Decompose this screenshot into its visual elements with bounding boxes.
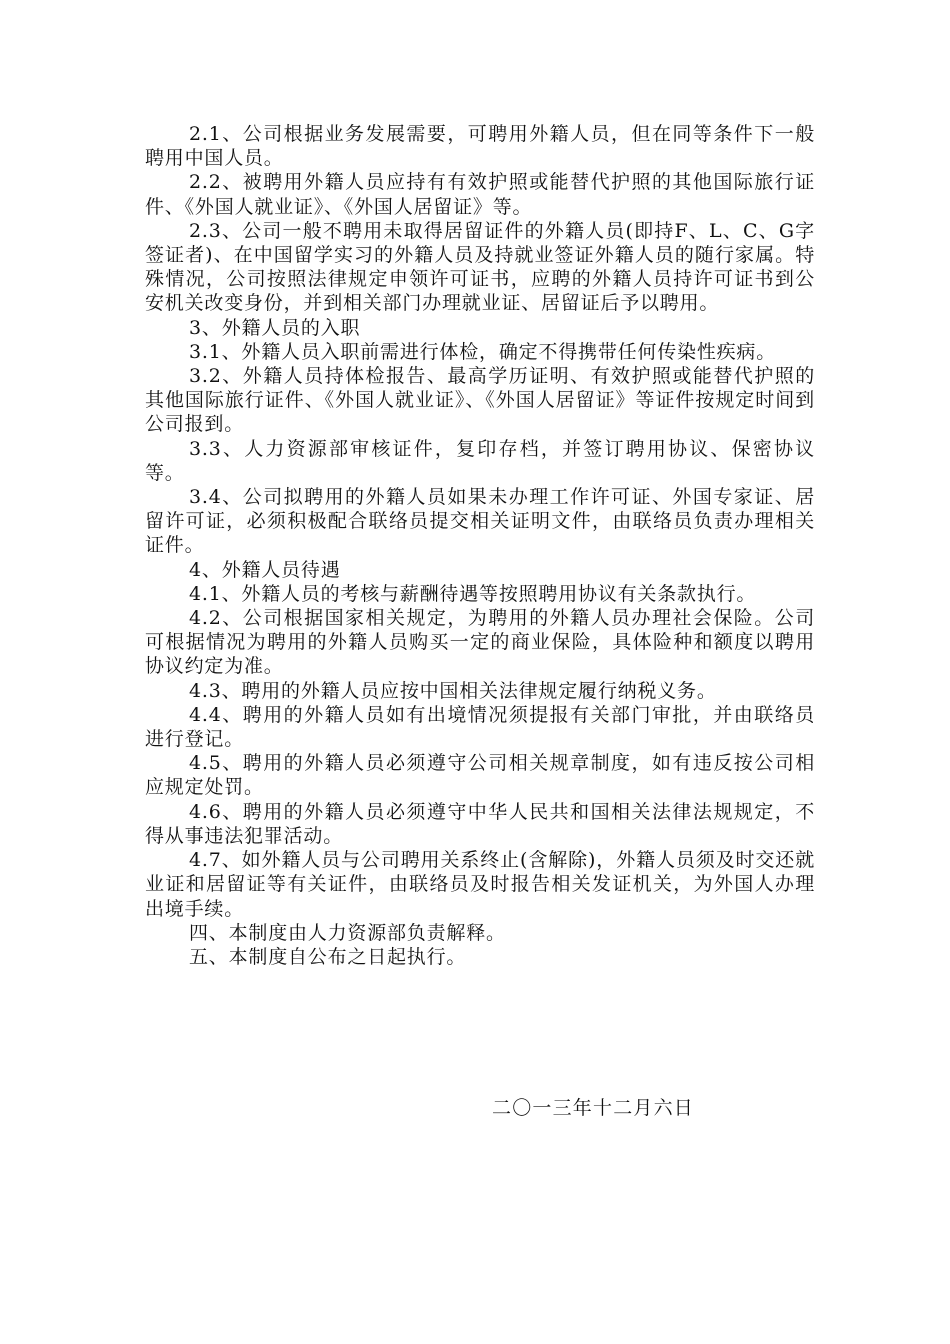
paragraph-2-1: 2.1、公司根据业务发展需要，可聘用外籍人员，但在同等条件下一般聘用中国人员。 [145,123,815,170]
paragraph-3-3: 3.3、人力资源部审核证件，复印存档，并签订聘用协议、保密协议等。 [145,437,815,484]
paragraph-4-4: 4.4、聘用的外籍人员如有出境情况须提报有关部门审批，并由联络员进行登记。 [145,703,815,751]
paragraph-2-2: 2.2、被聘用外籍人员应持有有效护照或能替代护照的其他国际旅行证件、《外国人就业证》、《外国人居留证》等。 [145,171,815,218]
document-date: 二〇一三年十二月六日 [492,1097,695,1119]
paragraph-4-2: 4.2、公司根据国家相关规定，为聘用的外籍人员办理社会保险。公司可根据情况为聘用的外籍人员购买一定的商业保险，具体险种和额度以聘用协议约定为准。 [145,607,815,678]
paragraph-4-6: 4.6、聘用的外籍人员必须遵守中华人民共和国相关法律法规规定，不得从事违法犯罪活动。 [145,800,815,847]
section-heading-3: 3、外籍人员的入职 [189,316,361,339]
section-heading-4: 4、外籍人员待遇 [189,558,341,581]
document-body [145,122,815,969]
article-four: 四、本制度由人力资源部负责解释。 [189,921,506,944]
paragraph-4-5: 4.5、聘用的外籍人员必须遵守公司相关规章制度，如有违反按公司相应规定处罚。 [145,752,815,799]
paragraph-4-7: 4.7、如外籍人员与公司聘用关系终止(含解除)，外籍人员须及时交还就业证和居留证等有关证件，由联络员及时报告相关发证机关，为外国人办理出境手续。 [145,849,815,920]
paragraph-4-1: 4.1、外籍人员的考核与薪酬待遇等按照聘用协议有关条款执行。 [189,582,757,605]
article-five: 五、本制度自公布之日起执行。 [189,945,467,968]
paragraph-2-3: 2.3、公司一般不聘用未取得居留证件的外籍人员(即持F、L、C、G字签证者)、在中国留学实习的外籍人员及持就业签证外籍人员的随行家属。特殊情况，公司按照法律规定申领许可证书，应聘的外籍人员持许可证书到公安机关改变身份，并到相关部门办理就业证、居留证后予以聘用。 [145,219,815,315]
paragraph-4-3: 4.3、聘用的外籍人员应按中国相关法律规定履行纳税义务。 [189,679,717,702]
paragraph-3-2: 3.2、外籍人员持体检报告、最高学历证明、有效护照或能替代护照的其他国际旅行证件、《外国人就业证》、《外国人居留证》等证件按规定时间到公司报到。 [145,365,815,436]
paragraph-3-1: 3.1、外籍人员入职前需进行体检，确定不得携带任何传染性疾病。 [189,340,777,363]
paragraph-3-4: 3.4、公司拟聘用的外籍人员如果未办理工作许可证、外国专家证、居留许可证，必须积极配合联络员提交相关证明文件，由联络员负责办理相关证件。 [145,486,815,557]
